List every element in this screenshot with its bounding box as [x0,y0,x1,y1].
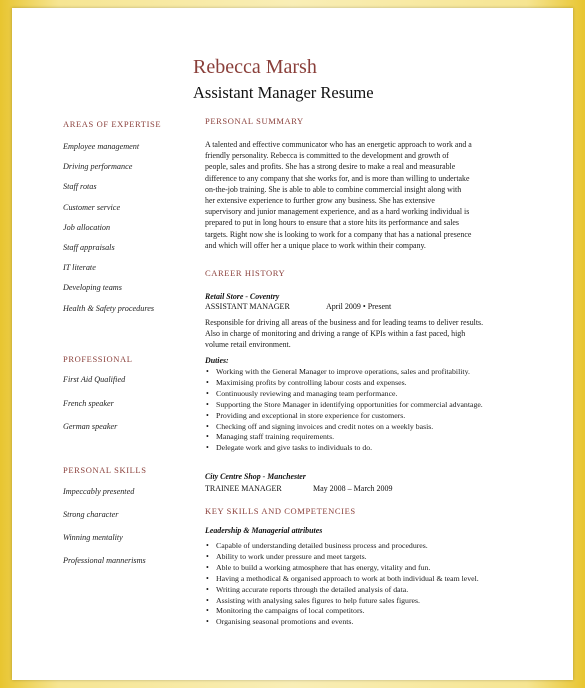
personal-skill-item: Impeccably presented [63,487,135,496]
expertise-item: Customer service [63,202,121,212]
duties-label: Duties: [205,356,229,365]
expertise-item: Developing teams [63,283,122,293]
key-skill-item: • Assisting with analysing sales figures to help future sales figures. [205,596,525,607]
summary-line: friendly personality. Rebecca is committed to the development and growth of [205,151,449,161]
key-skills-list [205,541,525,628]
summary-line: on-the-job training. She is able to able to combine commercial insight along with [205,184,462,194]
professional-item: First Aid Qualified [63,375,126,384]
expertise-item: Job allocation [63,222,111,232]
key-skill-item: • Organising seasonal promotions and events. [205,617,525,628]
personal-skill-item: Winning mentality [63,533,123,542]
summary-paragraph [205,139,525,251]
resume-title: Assistant Manager Resume [193,83,374,102]
duty-item: • Supporting the Store Manager in identifying opportunities for commercial advantage. [205,400,525,411]
professional-list [63,375,125,446]
summary-line: and which will offer her a unique place to work within their company. [205,240,426,250]
personal-skills-list [63,487,146,579]
summary-line: targets. Right now she is looking to work for a company that has a national presence [205,229,472,239]
expertise-item: Staff rotas [63,182,97,192]
job-role: TRAINEE MANAGER [205,484,282,493]
candidate-name: Rebecca Marsh [193,56,317,78]
summary-line: A talented and effective communicator who has an energetic approach to work and a [205,140,472,149]
summary-line: prepared to put in long hours to ensure that a store hits its performance and sales [205,218,459,228]
summary-line: difference to any company that she works for, and is more than willing to undertake [205,173,470,183]
job-dates: April 2009 • Present [326,302,392,311]
duty-item: • Managing staff training requirements. [205,432,525,443]
job-location: City Centre Shop - Manchester [205,472,306,481]
duty-item: • Maximising profits by controlling labour costs and expenses. [205,378,525,389]
professional-heading: PROFESSIONAL [63,354,133,364]
duty-item: • Checking off and signing invoices and credit notes on a weekly basis. [205,422,525,433]
expertise-heading: AREAS OF EXPERTISE [63,119,162,129]
professional-item: French speaker [63,398,114,408]
summary-line: supervisory and junior management experience, and as a hard working individual is [205,207,470,217]
duty-item: • Working with the General Manager to improve operations, sales and profitability. [205,367,525,378]
duty-item: • Continuously reviewing and managing team performance. [205,389,525,400]
duty-item: • Providing and exceptional in store experience for customers. [205,411,525,422]
expertise-item: Health & Safety procedures [63,303,155,313]
summary-line: her extensive experience to further grow any business. She has extensive [205,196,435,206]
summary-line: people, sales and profits. She has a strong desire to make a real and measurable [205,162,456,172]
expertise-item: Employee management [63,142,140,151]
summary-heading: PERSONAL SUMMARY [205,116,304,126]
key-skill-item: • Able to build a working atmosphere that has energy, vitality and fun. [205,563,525,574]
personal-skill-item: Professional mannerisms [63,556,146,565]
job-description-line: volume retail environment. [205,340,291,350]
job-description-line: Also in charge of monitoring and driving a range of KPIs within a fast paced, high [205,329,466,339]
expertise-item: Staff appraisals [63,242,115,252]
key-skills-subheading: Leadership & Managerial attributes [205,526,323,535]
key-skills-heading: KEY SKILLS AND COMPETENCIES [205,506,356,516]
key-skill-item: • Capable of understanding detailed business process and procedures. [205,541,525,552]
key-skill-item: • Having a methodical & organised approach to work at both individual & team level. [205,574,525,585]
expertise-item: Driving performance [63,162,133,172]
professional-item: German speaker [63,422,118,431]
key-skill-item: • Ability to work under pressure and meet targets. [205,552,525,563]
personal-skill-item: Strong character [63,510,119,519]
career-heading: CAREER HISTORY [205,268,286,278]
job-dates: May 2008 – March 2009 [313,484,393,493]
duty-item: • Delegate work and give tasks to individuals to do. [205,443,525,454]
job-description-line: Responsible for driving all areas of the business and for leading teams to deliver results. [205,318,484,327]
personal-skills-heading: PERSONAL SKILLS [63,465,147,475]
job-description [205,317,535,351]
key-skill-item: • Monitoring the campaigns of local competitors. [205,606,525,617]
key-skill-item: • Writing accurate reports through the detailed analysis of data. [205,585,525,596]
job-location: Retail Store - Coventry [205,292,280,301]
expertise-list [63,142,154,324]
expertise-item: IT literate [63,263,96,273]
job-role: ASSISTANT MANAGER [205,302,290,311]
duties-list [205,367,525,454]
